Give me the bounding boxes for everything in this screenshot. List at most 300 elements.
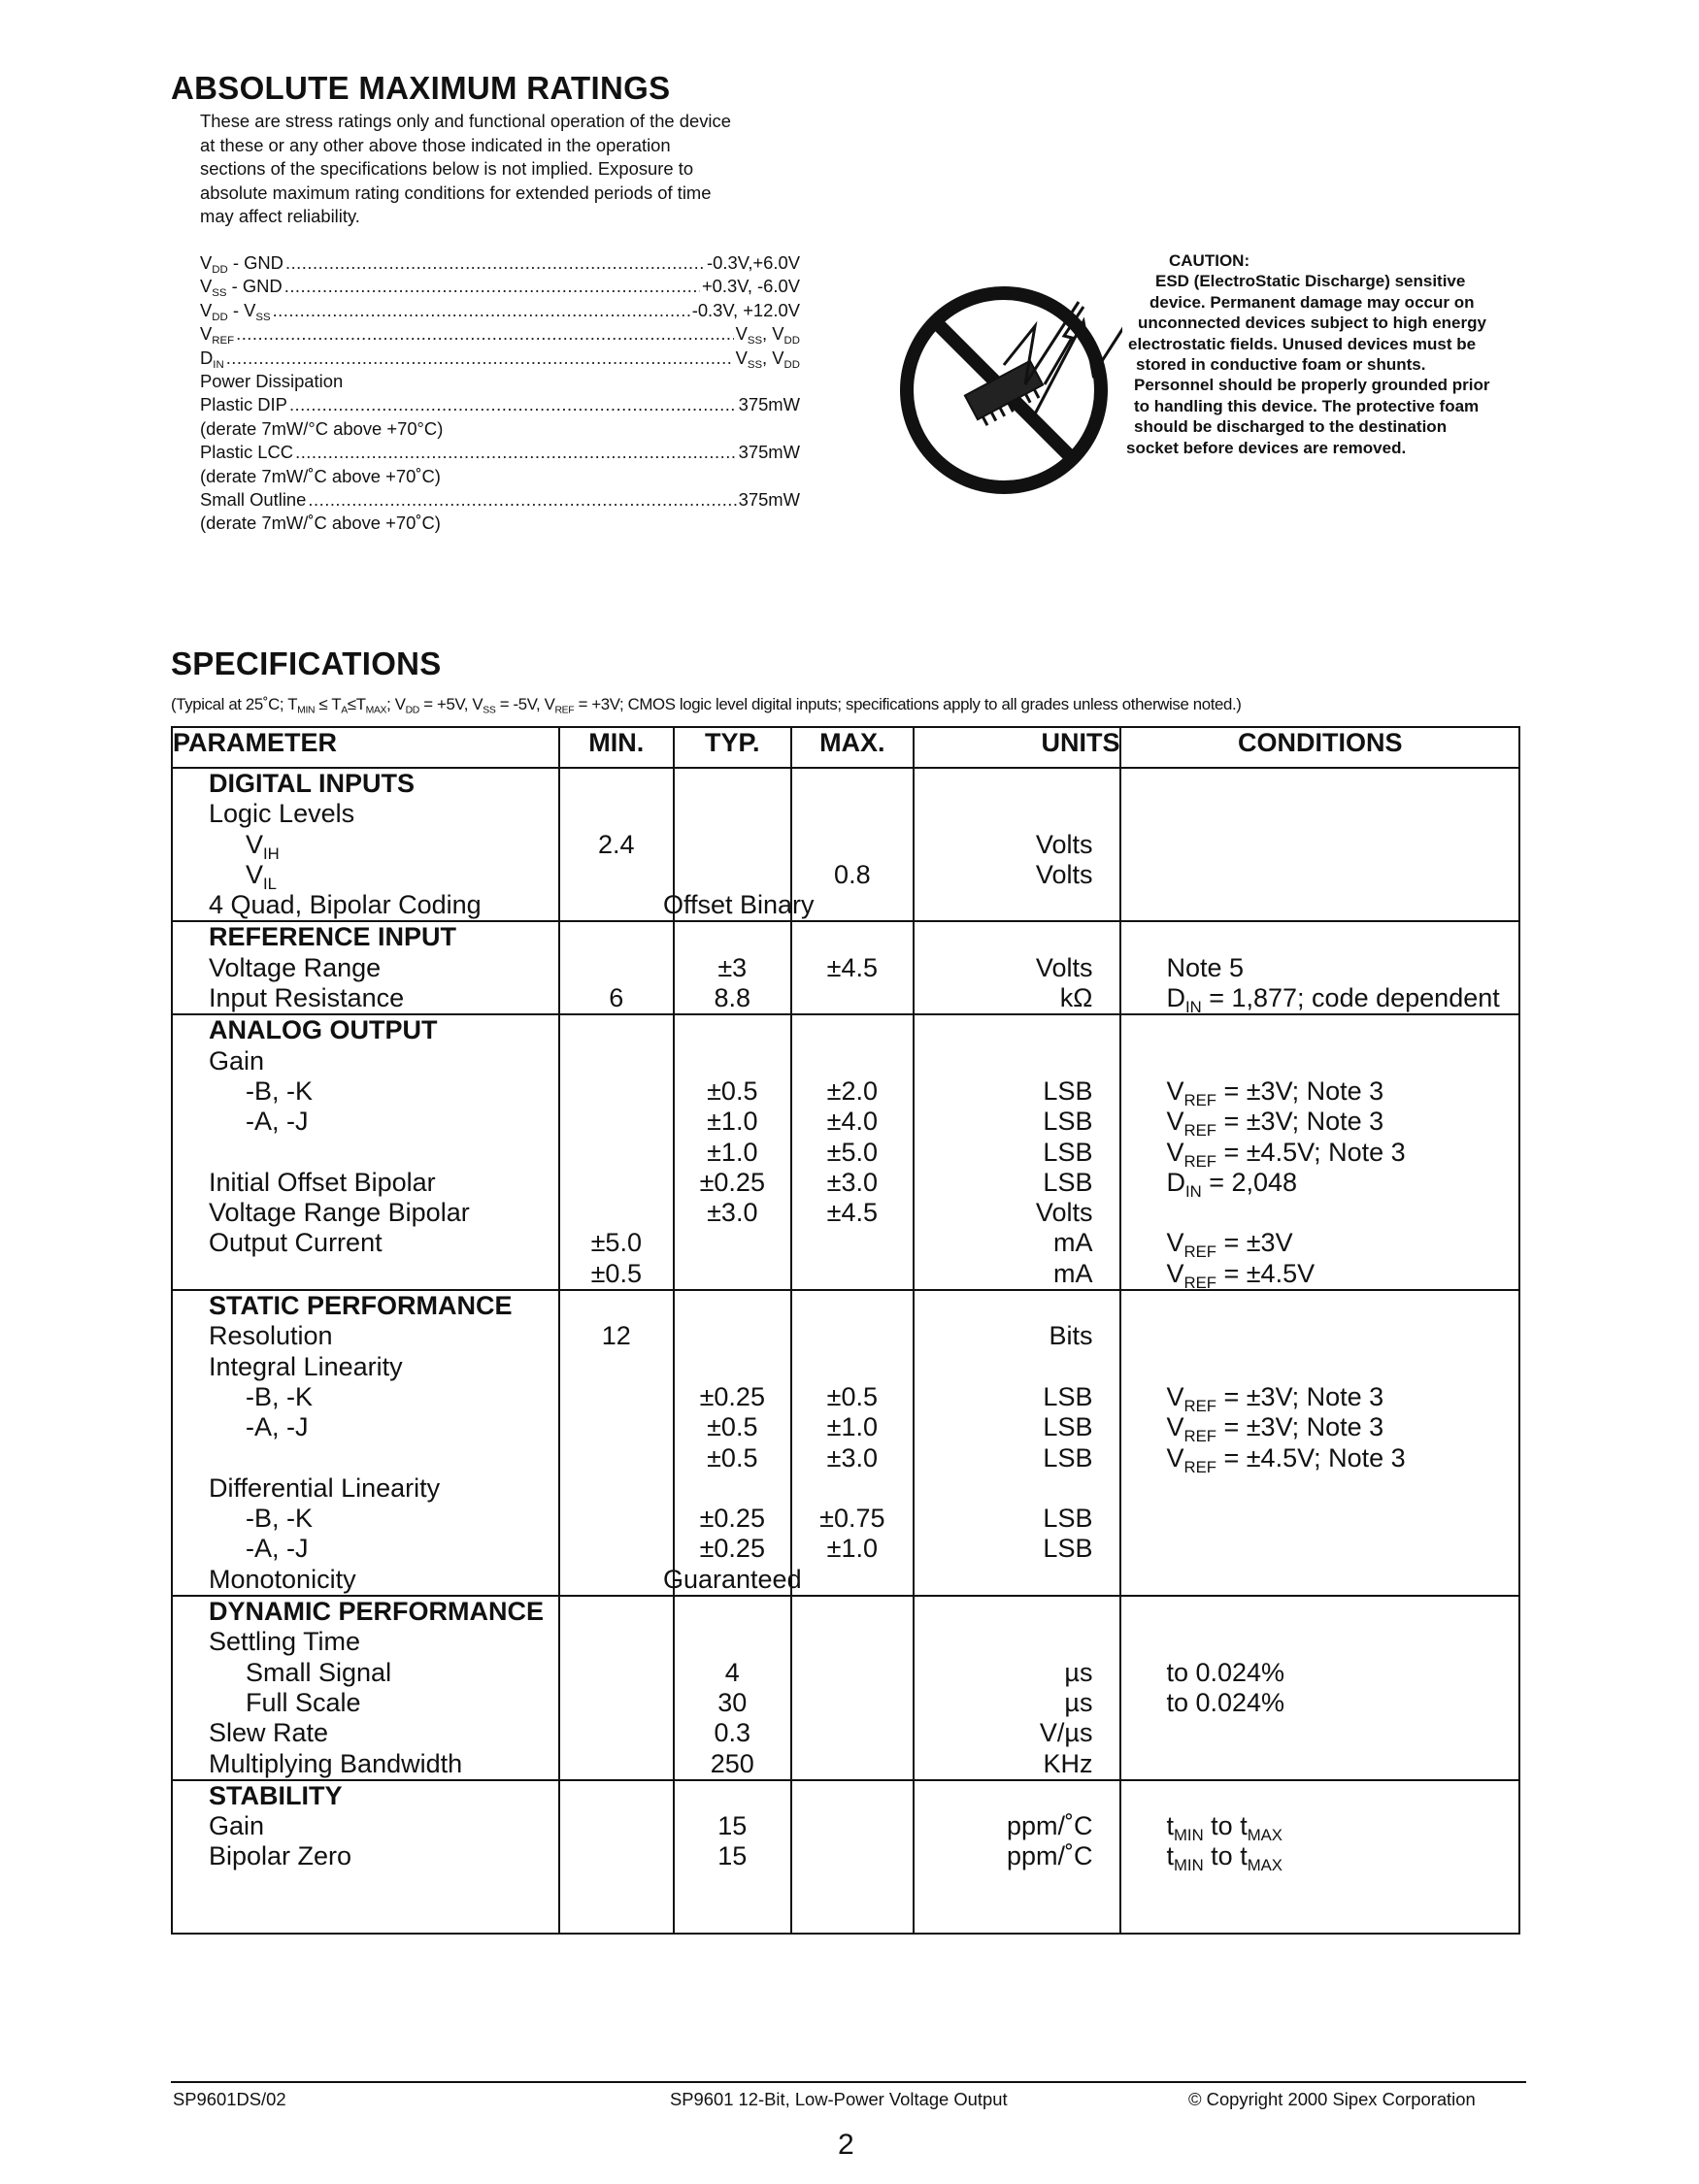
- units-value: Volts: [1035, 1198, 1093, 1228]
- units-value: Volts: [1035, 952, 1093, 982]
- typ-value: [675, 1228, 790, 1258]
- parameter-cell: [172, 768, 559, 921]
- min-value: [560, 1107, 673, 1137]
- typ-value: 250: [710, 1748, 754, 1778]
- max-value: ±4.0: [826, 1107, 878, 1137]
- subscript: MIN: [1173, 1856, 1204, 1875]
- typ-cell: [674, 1780, 791, 1934]
- parameter-name: Multiplying Bandwidth: [209, 1748, 463, 1778]
- rating-value: -0.3V, +12.0V: [691, 299, 800, 320]
- blank-line: [915, 922, 1119, 952]
- min-value: [560, 1412, 673, 1442]
- units-value: Bits: [1049, 1321, 1093, 1351]
- leader-dots: [284, 275, 700, 298]
- rating-label: $V_{REF}$: [200, 323, 235, 347]
- typ-value: 0.3: [714, 1718, 751, 1748]
- units-value: µs: [1064, 1657, 1093, 1687]
- max-value: [792, 1352, 913, 1382]
- max-value: ±3.0: [826, 1167, 878, 1197]
- rating-row: [200, 275, 800, 298]
- rating-label: $V_{SS}$ - GND: [200, 276, 283, 300]
- min-cell: [559, 768, 674, 921]
- subscript: A: [341, 705, 348, 716]
- parameter-cell: [172, 921, 559, 1014]
- conditions-cell: [1120, 768, 1519, 921]
- specifications-body: [172, 768, 1519, 1934]
- units-value: [915, 1046, 1119, 1076]
- units-value: ppm/˚C: [1006, 1841, 1093, 1871]
- blank-line: [560, 769, 673, 799]
- parameter-name: $V_{IL}$: [246, 859, 277, 893]
- subscript: DD: [783, 335, 800, 347]
- condition-value: $V_{REF} = \pm 4.5V$; Note 3: [1166, 1442, 1406, 1476]
- units-value: LSB: [1043, 1075, 1093, 1106]
- max-value: ±5.0: [826, 1137, 878, 1167]
- units-value: LSB: [1043, 1137, 1093, 1167]
- specifications-conditions-note: (Typical at 25˚C; $T_{MIN} \le T_A\le T_{MAX}$; $V_{DD} = +5V$, $V_{SS} = -5V$, $V_{REF} = +3V$; CMOS logic level digital inputs; specifications apply to all grades unless otherwise noted.): [171, 695, 1242, 716]
- caution-line: ESD (ElectroStatic Discharge) sensitive: [1155, 272, 1466, 291]
- parameter-name: $V_{IH}$: [246, 829, 280, 863]
- min-value: 6: [609, 983, 624, 1013]
- blank-line: [792, 1291, 913, 1321]
- caution-line: Personnel should be properly grounded prior: [1134, 376, 1490, 395]
- caution-line: stored in conductive foam or shunts.: [1136, 355, 1426, 375]
- max-value: ±0.5: [826, 1381, 878, 1411]
- units-value: LSB: [1043, 1381, 1093, 1411]
- min-value: [560, 1352, 673, 1382]
- typ-value: 4: [724, 1657, 740, 1687]
- max-value: [792, 1811, 913, 1841]
- units-value: mA: [1052, 1228, 1093, 1258]
- condition-value: to 0.024%: [1166, 1687, 1285, 1717]
- condition-value: [1121, 1903, 1518, 1933]
- condition-value: to 0.024%: [1166, 1657, 1285, 1687]
- min-value: [560, 1443, 673, 1473]
- parameter-name: [173, 1443, 558, 1473]
- header-parameter: PARAMETER: [172, 727, 559, 768]
- max-value: [792, 799, 913, 829]
- power-dissipation-label: Power Dissipation: [200, 370, 344, 391]
- subscript: DD: [405, 705, 419, 716]
- parameter-name: -B, -K: [246, 1075, 314, 1106]
- subscript: IH: [263, 844, 280, 863]
- condition-value: $t_{MIN}$ to $t_{MAX}$: [1166, 1841, 1283, 1875]
- leader-dots: [308, 488, 736, 512]
- parameter-cell: [172, 1596, 559, 1780]
- max-value: ±1.0: [826, 1412, 878, 1442]
- condition-value: [1121, 1718, 1518, 1748]
- parameter-name: [173, 1872, 558, 1903]
- header-units: UNITS: [914, 727, 1120, 768]
- blank-line: [560, 922, 673, 952]
- abs-max-intro: [200, 110, 821, 229]
- subscript: REF: [1183, 1151, 1216, 1171]
- typ-cell: [674, 1014, 791, 1290]
- typ-value: [675, 830, 790, 860]
- section-heading: STABILITY: [209, 1780, 343, 1810]
- table-section: [172, 1014, 1519, 1290]
- units-value: Volts: [1035, 859, 1093, 889]
- max-value: ±1.0: [826, 1534, 878, 1564]
- parameter-name: Voltage Range Bipolar: [209, 1198, 470, 1228]
- condition-value: [1121, 1627, 1518, 1657]
- units-cell: [914, 1014, 1120, 1290]
- parameter-name: Gain: [209, 1045, 265, 1075]
- typ-value: ±0.25: [699, 1504, 765, 1534]
- blank-line: [915, 1291, 1119, 1321]
- units-cell: [914, 768, 1120, 921]
- max-value: [792, 1658, 913, 1688]
- parameter-name: Output Current: [209, 1228, 383, 1258]
- blank-line: [792, 922, 913, 952]
- subscript: MAX: [365, 705, 387, 716]
- rating-row: [200, 441, 800, 464]
- rating-value: 375mW: [738, 488, 800, 510]
- conditions-cell: [1120, 1290, 1519, 1596]
- intro-line: may affect reliability.: [200, 206, 360, 226]
- typ-value: [675, 1259, 790, 1289]
- parameter-name: -A, -J: [246, 1107, 309, 1137]
- max-value: [792, 830, 913, 860]
- subscript: DD: [212, 311, 228, 323]
- units-cell: [914, 1780, 1120, 1934]
- rating-row: [200, 393, 800, 416]
- max-value: 0.8: [834, 859, 871, 889]
- condition-value: $t_{MIN}$ to $t_{MAX}$: [1166, 1811, 1283, 1844]
- rating-label: Plastic LCC: [200, 442, 294, 463]
- subscript: REF: [554, 705, 575, 716]
- condition-value: [1121, 860, 1518, 890]
- condition-value: $D_{IN} = 2,048$: [1166, 1167, 1298, 1201]
- esd-caution-text: [1126, 250, 1534, 458]
- subscript: MAX: [1247, 1856, 1283, 1875]
- min-value: 2.4: [598, 829, 635, 859]
- page-number: 2: [838, 2129, 854, 2161]
- parameter-name: Differential Linearity: [209, 1473, 441, 1503]
- units-cell: [914, 921, 1120, 1014]
- parameter-name: Full Scale: [246, 1687, 361, 1717]
- parameter-name: Gain: [209, 1811, 265, 1841]
- min-value: [560, 1504, 673, 1534]
- min-value: [560, 1138, 673, 1168]
- parameter-cell: [172, 1290, 559, 1596]
- parameter-name: Integral Linearity: [209, 1351, 403, 1381]
- condition-value: [1121, 830, 1518, 860]
- parameter-name: Input Resistance: [209, 983, 405, 1013]
- table-section: [172, 921, 1519, 1014]
- specifications-title: SPECIFICATIONS: [171, 645, 442, 681]
- caution-line: should be discharged to the destination: [1134, 417, 1448, 437]
- section-heading: DYNAMIC PERFORMANCE: [209, 1597, 545, 1627]
- condition-value: [1121, 1872, 1518, 1903]
- max-value: [792, 1749, 913, 1779]
- min-value: [560, 1565, 673, 1595]
- condition-value: [1121, 1534, 1518, 1564]
- footer-copyright: © Copyright 2000 Sipex Corporation: [1188, 2089, 1476, 2109]
- max-cell: [791, 1596, 914, 1780]
- parameter-name: [173, 1903, 558, 1933]
- parameter-name: Slew Rate: [209, 1718, 329, 1748]
- subscript: SS: [255, 311, 271, 323]
- blank-line: [675, 769, 790, 799]
- intro-line: absolute maximum rating conditions for extended periods of time: [200, 182, 712, 203]
- blank-line: [560, 1015, 673, 1045]
- leader-dots: [289, 393, 737, 416]
- typ-cell: [674, 921, 791, 1014]
- units-value: kΩ: [1059, 983, 1093, 1013]
- derate-note: (derate 7mW/˚C above +70˚C): [200, 513, 441, 534]
- parameter-name: Resolution: [209, 1321, 333, 1351]
- header-conditions: CONDITIONS: [1120, 727, 1519, 768]
- max-value: [792, 1688, 913, 1718]
- blank-line: [1121, 769, 1518, 799]
- header-typ: TYP.: [674, 727, 791, 768]
- blank-line: [560, 1291, 673, 1321]
- typ-value: [662, 890, 815, 920]
- subscript: SS: [212, 287, 227, 300]
- units-value: LSB: [1043, 1412, 1093, 1442]
- units-value: LSB: [1043, 1167, 1093, 1197]
- blank-line: [1121, 1781, 1518, 1811]
- parameter-name: -B, -K: [246, 1381, 314, 1411]
- max-value: [792, 1872, 913, 1903]
- caution-line: device. Permanent damage may occur on: [1149, 292, 1475, 312]
- section-heading: STATIC PERFORMANCE: [209, 1291, 513, 1321]
- section-heading: ANALOG OUTPUT: [209, 1015, 438, 1045]
- rating-value: -0.3V,+6.0V: [707, 252, 800, 273]
- min-value: [560, 953, 673, 983]
- units-value: Volts: [1035, 829, 1093, 859]
- derate-note: (derate 7mW/˚C above +70˚C): [200, 465, 441, 486]
- min-value: [560, 1841, 673, 1871]
- conditions-cell: [1120, 1780, 1519, 1934]
- max-value: ±4.5: [826, 952, 878, 982]
- max-value: [792, 1903, 913, 1933]
- units-value: µs: [1064, 1687, 1093, 1717]
- ratings-list: [200, 251, 800, 536]
- rating-value: $V_{SS}$, $V_{DD}$: [735, 323, 800, 347]
- condition-value: $V_{REF} = \pm 3V$; Note 3: [1166, 1075, 1384, 1109]
- table-header-row: [172, 727, 1519, 768]
- units-value: [915, 890, 1119, 920]
- condition-value: [1121, 890, 1518, 920]
- caution-line: socket before devices are removed.: [1126, 438, 1407, 457]
- derate-note: (derate 7mW/°C above +70°C): [200, 417, 444, 439]
- blank-line: [915, 1781, 1119, 1811]
- typ-value: ±0.5: [707, 1075, 758, 1106]
- subscript: IN: [1184, 997, 1202, 1016]
- intro-line: sections of the specifications below is not implied. Exposure to: [200, 158, 694, 179]
- typ-value: [675, 1473, 790, 1504]
- max-value: [792, 1473, 913, 1504]
- typ-value: 15: [717, 1841, 748, 1871]
- conditions-cell: [1120, 1014, 1519, 1290]
- min-value: [560, 1076, 673, 1107]
- parameter-name: Initial Offset Bipolar: [209, 1167, 436, 1197]
- typ-value: ±1.0: [707, 1107, 758, 1137]
- min-value: [560, 1872, 673, 1903]
- min-value: [560, 1534, 673, 1564]
- units-value: LSB: [1043, 1504, 1093, 1534]
- typ-value: [675, 1627, 790, 1657]
- min-value: [560, 1382, 673, 1412]
- specifications-table: [171, 726, 1520, 1935]
- max-value: ±0.75: [819, 1504, 885, 1534]
- parameter-name: [173, 1259, 558, 1289]
- parameter-name: Settling Time: [209, 1627, 361, 1657]
- section-heading: REFERENCE INPUT: [209, 922, 457, 952]
- subscript: MIN: [297, 705, 316, 716]
- units-value: KHz: [1043, 1748, 1093, 1778]
- condition-value: [1121, 799, 1518, 829]
- blank-line: [675, 1015, 790, 1045]
- rating-label: $V_{DD} - V_{SS}$: [200, 299, 271, 323]
- rating-row: [200, 299, 800, 322]
- typ-value: ±1.0: [707, 1137, 758, 1167]
- table-section: [172, 1596, 1519, 1780]
- parameter-name: Monotonicity: [209, 1564, 356, 1594]
- max-value: [792, 1718, 913, 1748]
- leader-dots: [236, 322, 733, 346]
- subscript: REF: [1183, 1427, 1216, 1446]
- units-value: LSB: [1043, 1442, 1093, 1473]
- typ-cell: [662, 1290, 802, 1596]
- subscript: REF: [1183, 1242, 1216, 1262]
- max-value: ±2.0: [826, 1075, 878, 1106]
- typ-value: ±0.25: [699, 1167, 765, 1197]
- condition-value: [1121, 1046, 1518, 1076]
- typ-value: ±0.5: [707, 1412, 758, 1442]
- rating-row: [200, 347, 800, 370]
- max-cell: [791, 921, 914, 1014]
- units-value: V/µs: [1039, 1718, 1093, 1748]
- min-value: ±5.0: [590, 1228, 642, 1258]
- parameter-name: Voltage Range: [209, 952, 382, 982]
- subscript: REF: [1183, 1273, 1216, 1292]
- blank-line: [675, 1291, 790, 1321]
- subscript: SS: [483, 705, 496, 716]
- parameter-name: Bipolar Zero: [209, 1841, 352, 1871]
- subscript: MIN: [1173, 1825, 1204, 1844]
- condition-value: $D_{IN} = 1,877$; code dependent: [1166, 983, 1500, 1016]
- min-value: [560, 860, 673, 890]
- typ-value: ±0.25: [699, 1534, 765, 1564]
- blank-line: [915, 769, 1119, 799]
- typ-value: 8.8: [714, 983, 751, 1013]
- blank-line: [560, 1597, 673, 1627]
- rating-label: Plastic DIP: [200, 394, 287, 415]
- parameter-name: [173, 1138, 558, 1168]
- units-cell: [914, 1290, 1120, 1596]
- condition-value: [1121, 1565, 1518, 1595]
- typ-value: [675, 1872, 790, 1903]
- subscript: SS: [747, 335, 763, 347]
- subscript: DD: [212, 263, 228, 276]
- table-section: [172, 768, 1519, 921]
- footer-doc-id: SP9601DS/02: [173, 2089, 286, 2109]
- blank-line: [915, 1015, 1119, 1045]
- subscript: IN: [213, 358, 224, 371]
- rating-row: [200, 251, 800, 275]
- min-value: [560, 1811, 673, 1841]
- leader-dots: [273, 299, 690, 322]
- rating-row: [200, 488, 800, 512]
- typ-value: [675, 1046, 790, 1076]
- parameter-cell: [172, 1780, 559, 1934]
- blank-line: [1121, 1291, 1518, 1321]
- min-value: [560, 1718, 673, 1748]
- min-cell: [559, 921, 674, 1014]
- rating-label: $D_{IN}$: [200, 347, 224, 371]
- max-value: [792, 1565, 913, 1595]
- parameter-name: Logic Levels: [209, 799, 355, 829]
- min-cell: [559, 1290, 674, 1596]
- rating-label: Small Outline: [200, 488, 307, 510]
- condition-value: [1121, 1473, 1518, 1504]
- rating-label: $V_{DD}$ - GND: [200, 252, 283, 276]
- min-value: [560, 1198, 673, 1228]
- subscript: IN: [1184, 1181, 1202, 1201]
- blank-line: [1121, 1597, 1518, 1627]
- subscript: MAX: [1247, 1825, 1283, 1844]
- units-value: LSB: [1043, 1107, 1093, 1137]
- condition-value: $V_{REF} = \pm 4.5V$; Note 3: [1166, 1137, 1406, 1171]
- subscript: SS: [747, 358, 763, 371]
- units-value: [915, 1352, 1119, 1382]
- table-section: [172, 1290, 1519, 1596]
- conditions-cell: [1120, 1596, 1519, 1780]
- typ-cell: [662, 768, 815, 921]
- rating-value: $V_{SS}$, $V_{DD}$: [735, 347, 800, 371]
- typ-value: 15: [717, 1811, 748, 1841]
- max-cell: [791, 1780, 914, 1934]
- leader-dots: [295, 441, 737, 464]
- max-value: ±3.0: [826, 1442, 878, 1473]
- condition-value: $V_{REF} = \pm 4.5V$: [1166, 1258, 1316, 1292]
- leader-dots: [285, 251, 705, 275]
- min-value: [560, 1749, 673, 1779]
- conditions-cell: [1120, 921, 1519, 1014]
- units-value: mA: [1052, 1258, 1093, 1288]
- max-value: [792, 1841, 913, 1871]
- caution-line: electrostatic fields. Unused devices must be: [1128, 334, 1477, 353]
- condition-value: [1121, 1198, 1518, 1228]
- typ-value: ±3.0: [707, 1198, 758, 1228]
- condition-value: $V_{REF} = \pm 3V$; Note 3: [1166, 1107, 1384, 1141]
- min-value: [560, 890, 673, 920]
- blank-line: [560, 1781, 673, 1811]
- parameter-cell: [172, 1014, 559, 1290]
- blank-line: [1121, 922, 1518, 952]
- min-value: ±0.5: [590, 1258, 642, 1288]
- blank-line: [1121, 1015, 1518, 1045]
- subscript: REF: [1183, 1396, 1216, 1415]
- parameter-name: Small Signal: [246, 1657, 392, 1687]
- condition-value: [1121, 1352, 1518, 1382]
- typ-cell: [674, 1596, 791, 1780]
- header-max: MAX.: [791, 727, 914, 768]
- condition-value: [1121, 1749, 1518, 1779]
- blank-line: [675, 1597, 790, 1627]
- min-value: [560, 1903, 673, 1933]
- subscript: IL: [263, 874, 277, 893]
- section-heading: DIGITAL INPUTS: [209, 769, 416, 798]
- condition-value: Note 5: [1166, 952, 1245, 982]
- parameter-name: -B, -K: [246, 1504, 314, 1534]
- typ-value: [662, 1564, 802, 1595]
- units-value: [915, 1903, 1119, 1933]
- blank-line: [792, 1597, 913, 1627]
